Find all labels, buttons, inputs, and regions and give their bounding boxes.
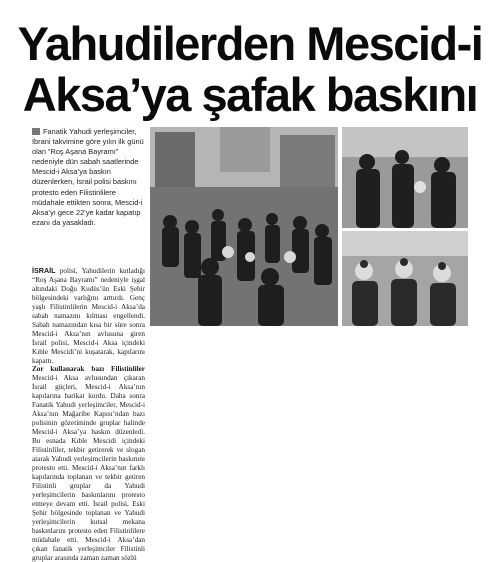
article-paragraph-2: Mescid-i Aksa avlusundan çıkaran İsrail güçleri, Mescid-i Aksa’nın kapılarına barikat kurdu. Daha sonra Fanatik Yahudi yerleşimciler, Mescid-i Aksa’nın Mağaribe Kapısı’ndan bazı polisinin gözetiminde gruplar halinde Mescid-i Aksa’ya baskın düzenledi. Bu esnada Kıble Mescidi içindeki Filistinliler, tekbir getirerek ve slogan atarak Yahudi yerleşimcilerin baskınını protesto etti. Mescid-i Aksa’nın farklı kapılarında toplanan ve tekbir getiren Filistinli gruplar da Yahudi yerleşimcilerin baskınlarını protesto etmeye devam etti. İsrail polisi, Eski Şehir bölgesinde toplanan ve Yahudi yerleşimcilerin kutsal mekana baskınlarını protesto eden Filistinlilere müdahale etti. Mescid-i Aksa’dan çıkan fanatik yerleşimciler Filistinli gruplar arasında zaman zaman sözlü: [32, 374, 145, 562]
main-photo-image: [150, 127, 338, 326]
main-photo: [150, 127, 338, 326]
top-right-photo: [342, 127, 468, 228]
caption-text: Fanatik Yahudi yerleşimciler, İbrani takvimine göre yılın ilk günü olan “Roş Aşana Bayramı” nedeniyle dün sabah saatlerinde Mescid-i Aksa’ya baskın düzenlerken, İsrail polisi baskını protesto eden Filistinlilere müdahale ettikten sonra, Mescid-i Aksa’yı gece 22’ye kadar kapatıp ezanı da yasakladı.: [32, 127, 144, 227]
middle-right-photo: [342, 231, 468, 326]
caption-marker-icon: [32, 128, 40, 135]
article-lead-word: İSRAİL: [32, 266, 56, 275]
article-subhead: Zor kullanarak bazı Filistinliler: [32, 365, 145, 374]
headline-line-2: Aksa’ya şafak baskını: [22, 68, 478, 121]
article-paragraph-1: polisi, Yahudilerin kutladığı “Roş Aşana Bayramı” nedeniyle işgal altındaki Doğu Kudüs’ün Eski Şehir bölgesindeki varlığını arttırdı. Genç yaşlı Filistinlilerin Mescid-i Aksa’da sabah namazını kılması engellendi. Sabah namazından kısa bir süre sonra Mescid-i Aksa’nın avlusuna giren İsrail polisi, Mescid-i Aksa içindeki Kıble Mescidi’ni kuşatarak, kapılarını kapattı.: [32, 267, 145, 365]
headline: [0, 18, 500, 120]
headline-line-1: Yahudilerden Mescid-i: [17, 17, 483, 70]
top-right-photo-image: [342, 127, 468, 228]
photo-caption: [32, 127, 144, 228]
article-body: [32, 267, 145, 562]
middle-right-photo-image: [342, 231, 468, 326]
